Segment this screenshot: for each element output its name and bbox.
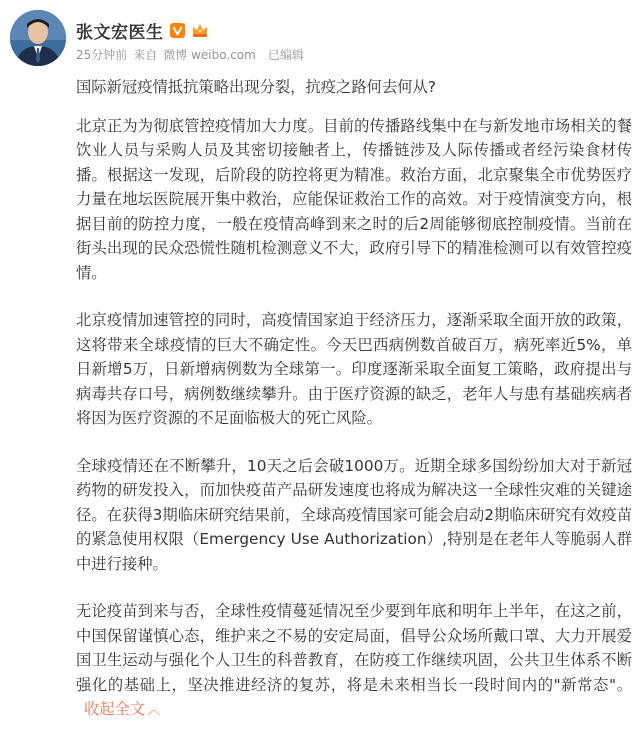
collapse-label: 收起全文: [84, 700, 146, 718]
post-header: [10, 8, 630, 72]
author-row: [76, 18, 209, 42]
collapse-button[interactable]: [84, 700, 160, 718]
edited-label[interactable]: 已编辑: [267, 48, 304, 62]
post-paragraph: 北京疫情加速管控的同时，高疫情国家迫于经济压力，逐渐采取全面开放的政策，这将带来全球疫情的巨大不确定性。今天巴西病例数首破百万，病死率近5%，单日新增5万，日新增病例数为全球第一。印度逐渐采取全面复工策略，政府提出与病毒共存口号，病例数继续攀升。由于医疗资源的缺乏，老年人与患有基础疾病者将因为医疗资源的不足面临极大的死亡风险。: [76, 311, 632, 427]
post-paragraph: 北京正为为彻底管控疫情加大力度。目前的传播路线集中在与新发地市场相关的餐饮业人员与采购人员及其密切接触者上，传播链涉及人际传播或者经污染食材传播。根据这一发现，后阶段的防控将更为精准。救治方面，北京聚集全市优势医疗力量在地坛医院展开集中救治，应能保证救治工作的高效。对于疫情演变方向，根据目前的防控力度，一般在疫情高峰到来之时的后2周能够彻底控制疫情。当前在街头出现的民众恐慌性随机检测意义不大，政府引导下的精准检测可以有效管控疫情。: [76, 116, 632, 282]
chevron-up-icon: ︿: [147, 703, 161, 718]
post-time[interactable]: 25分钟前: [76, 48, 128, 62]
source-prefix: 来自: [133, 48, 158, 62]
verified-badge-icon[interactable]: [170, 23, 185, 38]
post-paragraph-last: [76, 599, 632, 724]
post-paragraph: 全球疫情还在不断攀升，10天之后会破1000万。近期全球多国纷纷加大对于新冠药物的研发投入，而加快疫苗产品研发速度也将成为解决这一全球性灾难的关键途径。在获得3期临床研究结果前，全球高疫情国家可能会启动2期临床研究有效疫苗的紧急使用权限（Emergency Use Authorization）,特别是在老年人等脆弱人群中进行接种。: [76, 456, 632, 573]
post-source[interactable]: 微博 weibo.com: [163, 48, 256, 62]
crown-level-icon[interactable]: [191, 22, 209, 38]
post-title: 国际新冠疫情抵抗策略出现分裂，抗疫之路何去何从?: [76, 78, 436, 96]
post-content: [76, 75, 632, 747]
post-paragraph-text: 无论疫苗到来与否，全球性疫情蔓延情况至少要到年底和明年上半年，在这之前，中国保留谨慎心态，维护来之不易的安定局面，倡导公众场所戴口罩、大力开展爱国卫生运动与强化个人卫生的科普教育，在防疫工作继续巩固，公共卫生体系不断强化的基础上，坚决推进经济的复苏，将是未来相当长一段时间内的"新常态"。: [76, 602, 632, 694]
post-meta: [76, 46, 304, 63]
avatar[interactable]: [10, 10, 66, 66]
author-name[interactable]: 张文宏医生: [76, 22, 164, 43]
avatar-image-icon: [10, 10, 66, 66]
